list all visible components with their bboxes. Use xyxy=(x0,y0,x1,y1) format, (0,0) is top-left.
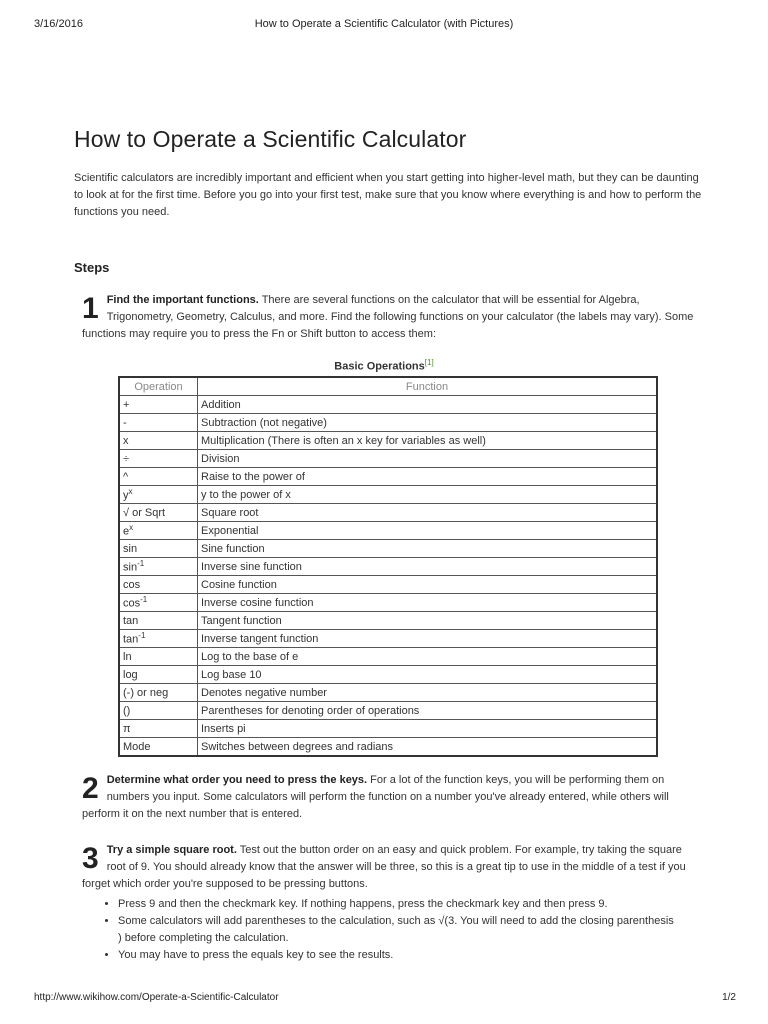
table-row xyxy=(119,414,657,432)
table-row xyxy=(119,720,657,738)
operation-cell xyxy=(119,486,198,504)
function-cell: Tangent function xyxy=(198,612,658,630)
operation-symbol: tan xyxy=(123,633,139,646)
function-cell: Denotes negative number xyxy=(198,684,658,702)
table-row xyxy=(119,594,657,612)
operation-cell xyxy=(119,684,198,702)
operation-cell xyxy=(119,612,198,630)
function-cell: Cosine function xyxy=(198,576,658,594)
operation-cell xyxy=(119,504,198,522)
step-bold-text: Find the important functions. xyxy=(106,294,259,306)
function-cell: Raise to the power of xyxy=(198,468,658,486)
steps-heading: Steps xyxy=(74,260,110,275)
operation-symbol: + xyxy=(123,398,130,411)
table-row xyxy=(119,450,657,468)
operation-symbol: x xyxy=(123,434,129,447)
print-date: 3/16/2016 xyxy=(34,18,83,30)
operation-cell xyxy=(119,648,198,666)
operation-cell xyxy=(119,558,198,576)
operation-symbol: (-) or neg xyxy=(123,686,169,699)
function-cell: Log base 10 xyxy=(198,666,658,684)
operation-symbol: - xyxy=(123,416,127,429)
operation-symbol: e xyxy=(123,525,130,538)
step-number: 2 xyxy=(82,772,99,805)
article-intro: Scientific calculators are incredibly important and efficient when you start getting into higher-level math, but they can be daunting to look at for the first time. Before you go into your first test, make sure that you know where everything is and how to perform the functions you need. xyxy=(74,172,702,218)
tip-item: • Some calculators will add parentheses to the calculation, such as √(3. You will need to add the closing parenthesis ) before completing the calculation. xyxy=(118,913,678,947)
operation-symbol: π xyxy=(123,722,131,735)
operation-cell xyxy=(119,576,198,594)
operation-symbol: log xyxy=(123,668,138,681)
table-row xyxy=(119,684,657,702)
function-cell: Inverse cosine function xyxy=(198,594,658,612)
table-row xyxy=(119,738,657,757)
step-number: 1 xyxy=(82,292,99,325)
table-row xyxy=(119,396,657,414)
table-body xyxy=(119,396,657,757)
operation-cell xyxy=(119,414,198,432)
function-cell: Division xyxy=(198,450,658,468)
function-cell: Sine function xyxy=(198,540,658,558)
operation-symbol: tan xyxy=(123,614,139,627)
column-header-operation: Operation xyxy=(119,377,198,396)
operation-symbol: ÷ xyxy=(123,452,130,465)
table-row xyxy=(119,558,657,576)
operation-cell xyxy=(119,522,198,540)
step-text: There are several functions on the calculator that will be essential for Algebra, Trigonometry, Geometry, Calculus, and more. Find the following functions on your calculator (the labels may vary). Some functions may require you to press the Fn or Shift button to access them: xyxy=(82,294,694,340)
operation-cell xyxy=(119,450,198,468)
operation-cell xyxy=(119,738,198,757)
table-row xyxy=(119,612,657,630)
tip-item: • Press 9 and then the checkmark key. If nothing happens, press the checkmark key and then press 9. xyxy=(118,896,678,913)
function-cell: Log to the base of e xyxy=(198,648,658,666)
function-cell: Inverse tangent function xyxy=(198,630,658,648)
print-page-number: 1/2 xyxy=(722,992,736,1003)
table-row xyxy=(119,468,657,486)
function-cell: Inserts pi xyxy=(198,720,658,738)
table-caption-text: Basic Operations xyxy=(334,360,425,373)
operation-cell xyxy=(119,396,198,414)
operation-superscript: -1 xyxy=(137,559,145,569)
operation-symbol: sin xyxy=(123,561,138,574)
tip-item: • You may have to press the equals key to see the results. xyxy=(118,947,678,964)
function-cell: Switches between degrees and radians xyxy=(198,738,658,757)
table-row xyxy=(119,666,657,684)
step-text: For a lot of the function keys, you will be performing them on numbers you input. Some calculators will perform the function on a number you've already entered, while others will perform it on the next number that is entered. xyxy=(82,774,669,820)
step-1 xyxy=(82,292,702,343)
operation-symbol: √ or Sqrt xyxy=(123,506,166,519)
operation-cell xyxy=(119,468,198,486)
operation-cell xyxy=(119,666,198,684)
operation-cell xyxy=(119,702,198,720)
operation-cell xyxy=(119,432,198,450)
citation-link[interactable]: [1] xyxy=(424,358,434,367)
operation-cell xyxy=(119,630,198,648)
function-cell: Inverse sine function xyxy=(198,558,658,576)
operation-superscript: x xyxy=(128,487,133,497)
function-cell: Addition xyxy=(198,396,658,414)
step-3-tips xyxy=(104,896,678,964)
table-row xyxy=(119,540,657,558)
operations-table xyxy=(118,376,658,757)
step-bold-text: Try a simple square root. xyxy=(106,844,237,856)
operation-superscript: -1 xyxy=(138,631,146,641)
operation-symbol: cos xyxy=(123,597,141,610)
operation-cell xyxy=(119,720,198,738)
operation-cell xyxy=(119,594,198,612)
article-title: How to Operate a Scientific Calculator xyxy=(74,126,467,152)
table-row xyxy=(119,486,657,504)
function-cell: Parentheses for denoting order of operations xyxy=(198,702,658,720)
operation-symbol: Mode xyxy=(123,740,151,753)
function-cell: Multiplication (There is often an x key for variables as well) xyxy=(198,432,658,450)
operation-symbol: sin xyxy=(123,542,138,555)
table-row xyxy=(119,522,657,540)
function-cell: y to the power of x xyxy=(198,486,658,504)
operation-symbol: y xyxy=(123,489,129,502)
operation-symbol: ln xyxy=(123,650,132,663)
step-2 xyxy=(82,772,702,823)
table-row xyxy=(119,432,657,450)
table-row xyxy=(119,702,657,720)
operation-symbol: cos xyxy=(123,578,141,591)
print-page-title: How to Operate a Scientific Calculator (with Pictures) xyxy=(254,18,514,30)
table-row xyxy=(119,648,657,666)
table-row xyxy=(119,630,657,648)
function-cell: Exponential xyxy=(198,522,658,540)
operation-superscript: -1 xyxy=(140,595,148,605)
operation-superscript: x xyxy=(129,523,134,533)
table-caption xyxy=(0,358,768,373)
step-number: 3 xyxy=(82,842,99,875)
operation-cell xyxy=(119,540,198,558)
column-header-function: Function xyxy=(198,377,658,396)
print-url: http://www.wikihow.com/Operate-a-Scientific-Calculator xyxy=(34,992,279,1003)
operation-symbol: ^ xyxy=(123,470,129,483)
function-cell: Square root xyxy=(198,504,658,522)
step-text: Test out the button order on an easy and quick problem. For example, try taking the square root of 9. You should already know that the answer will be three, so this is a great tip to use in the middle of a test if you forget which order you're supposed to be pressing buttons. xyxy=(82,844,686,890)
step-bold-text: Determine what order you need to press the keys. xyxy=(106,774,368,786)
table-row xyxy=(119,504,657,522)
function-cell: Subtraction (not negative) xyxy=(198,414,658,432)
operation-symbol: () xyxy=(123,704,131,717)
table-row xyxy=(119,576,657,594)
table-header-row xyxy=(119,377,657,396)
step-3 xyxy=(82,842,702,893)
